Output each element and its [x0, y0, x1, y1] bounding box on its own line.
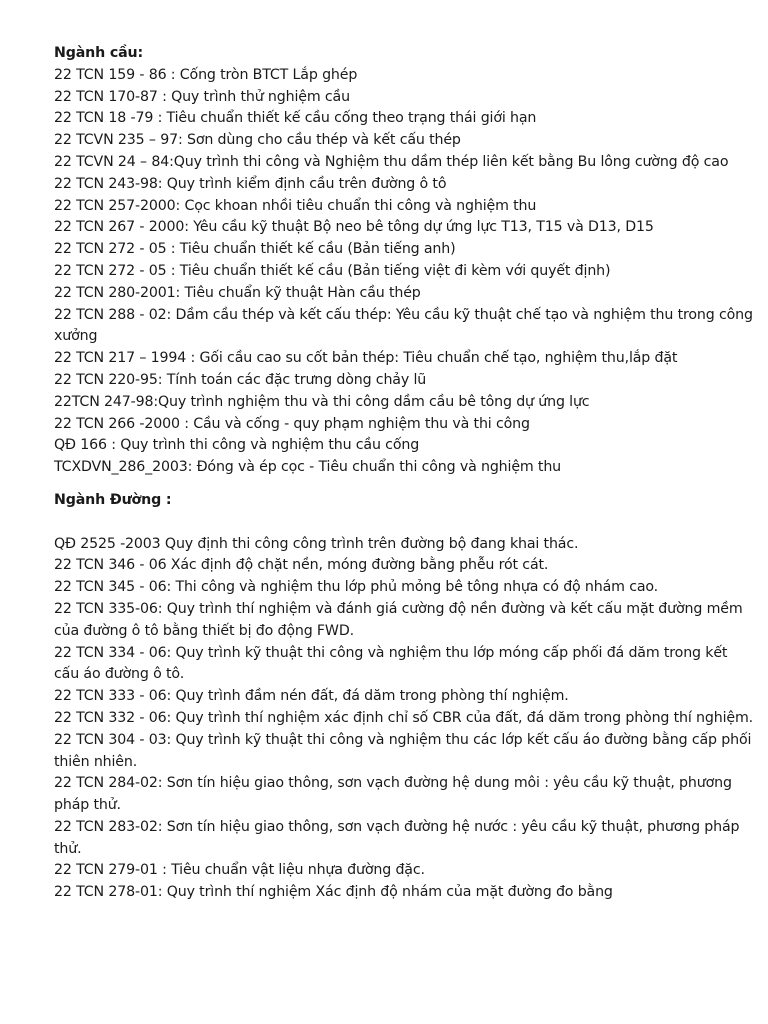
list-item: 22 TCN 334 - 06: Quy trình kỹ thuật thi công và nghiệm thu lớp móng cấp phối đá dăm trong kết cấu áo đường ô tô. — [54, 644, 728, 683]
list-item: 22 TCN 278-01: Quy trình thí nghiệm Xác định độ nhám của mặt đường đo bằng — [54, 884, 613, 901]
list-item: 22 TCN 279-01 : Tiêu chuẩn vật liệu nhựa đường đặc. — [54, 862, 425, 879]
list-item: 22TCN 247-98:Quy trình nghiệm thu và thi công dầm cầu bê tông dự ứng lực — [54, 393, 590, 410]
list-item: QĐ 2525 -2003 Quy định thi công công trình trên đường bộ đang khai thác. — [54, 535, 579, 552]
bridge-standards-list — [54, 65, 754, 479]
spacer — [54, 512, 754, 534]
list-item: 22 TCN 272 - 05 : Tiêu chuẩn thiết kế cầu (Bản tiếng việt đi kèm với quyết định) — [54, 262, 611, 279]
list-item: 22 TCN 217 – 1994 : Gối cầu cao su cốt bản thép: Tiêu chuẩn chế tạo, nghiệm thu,lắp đặt — [54, 350, 678, 367]
list-item: 22 TCN 257-2000: Cọc khoan nhồi tiêu chuẩn thi công và nghiệm thu — [54, 197, 537, 214]
list-item: 22 TCN 266 -2000 : Cầu và cống - quy phạm nghiệm thu và thi công — [54, 415, 530, 432]
list-item: 22 TCN 335-06: Quy trình thí nghiệm và đánh giá cường độ nền đường và kết cấu mặt đường mềm của đường ô tô bằng thiết bị đo động FWD. — [54, 600, 743, 639]
list-item: 22 TCN 304 - 03: Quy trình kỹ thuật thi công và nghiệm thu các lớp kết cấu áo đường bằng cấp phối thiên nhiên. — [54, 731, 752, 770]
document-body — [54, 43, 754, 904]
list-item: 22 TCVN 235 – 97: Sơn dùng cho cầu thép và kết cấu thép — [54, 132, 461, 149]
list-item: 22 TCN 280-2001: Tiêu chuẩn kỹ thuật Hàn cầu thép — [54, 284, 421, 301]
list-item: 22 TCVN 24 – 84:Quy trình thi công và Nghiệm thu dầm thép liên kết bằng Bu lông cường độ cao — [54, 153, 729, 170]
list-item: 22 TCN 18 -79 : Tiêu chuẩn thiết kế cầu cống theo trạng thái giới hạn — [54, 110, 537, 127]
list-item: 22 TCN 272 - 05 : Tiêu chuẩn thiết kế cầu (Bản tiếng anh) — [54, 241, 456, 258]
list-item: 22 TCN 243-98: Quy trình kiểm định cầu trên đường ô tô — [54, 175, 447, 192]
list-item: 22 TCN 288 - 02: Dầm cầu thép và kết cấu thép: Yêu cầu kỹ thuật chế tạo và nghiệm thu trong công xưởng — [54, 306, 753, 345]
list-item: 22 TCN 284-02: Sơn tín hiệu giao thông, sơn vạch đường hệ dung môi : yêu cầu kỹ thuật, phương pháp thử. — [54, 775, 732, 814]
list-item: 22 TCN 170-87 : Quy trình thử nghiệm cầu — [54, 88, 350, 105]
list-item: 22 TCN 283-02: Sơn tín hiệu giao thông, sơn vạch đường hệ nước : yêu cầu kỹ thuật, phương pháp thử. — [54, 818, 740, 857]
section-heading-road: Ngành Đường : — [54, 491, 172, 508]
list-item: 22 TCN 159 - 86 : Cống tròn BTCT Lắp ghép — [54, 66, 358, 83]
list-item: 22 TCN 267 - 2000: Yêu cầu kỹ thuật Bộ neo bê tông dự ứng lực T13, T15 và D13, D15 — [54, 219, 654, 236]
list-item: 22 TCN 345 - 06: Thi công và nghiệm thu lớp phủ mỏng bê tông nhựa có độ nhám cao. — [54, 579, 659, 596]
list-item: QĐ 166 : Quy trình thi công và nghiệm thu cầu cống — [54, 437, 420, 454]
list-item: TCXDVN_286_2003: Đóng và ép cọc - Tiêu chuẩn thi công và nghiệm thu — [54, 459, 562, 476]
list-item: 22 TCN 346 - 06 Xác định độ chặt nền, móng đường bằng phễu rót cát. — [54, 557, 549, 574]
road-standards-list — [54, 534, 754, 905]
list-item: 22 TCN 332 - 06: Quy trình thí nghiệm xác định chỉ số CBR của đất, đá dăm trong phòng thí nghiệm. — [54, 709, 753, 726]
list-item: 22 TCN 220-95: Tính toán các đặc trưng dòng chảy lũ — [54, 371, 427, 388]
list-item: 22 TCN 333 - 06: Quy trình đầm nén đất, đá dăm trong phòng thí nghiệm. — [54, 688, 569, 705]
section-heading-bridge: Ngành cầu: — [54, 45, 144, 61]
